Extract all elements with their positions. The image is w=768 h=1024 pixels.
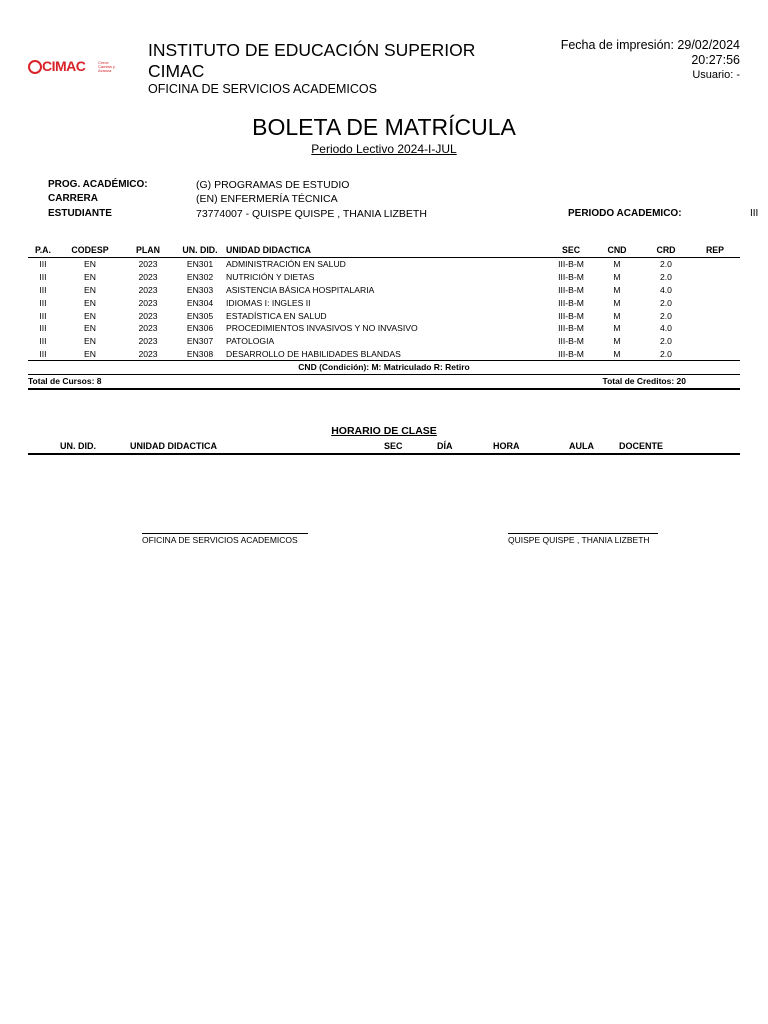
cell: EN xyxy=(84,284,96,295)
table-row xyxy=(28,258,740,271)
logo-ring-icon xyxy=(28,60,42,74)
cell: EN302 xyxy=(186,272,214,283)
cell xyxy=(690,284,740,297)
cell: 2.0 xyxy=(660,272,672,283)
cell: EN xyxy=(84,310,96,321)
divider xyxy=(28,453,740,455)
signature-student: QUISPE QUISPE , THANIA LIZBETH xyxy=(508,535,650,545)
cell: PROCEDIMIENTOS INVASIVOS Y NO INVASIVO xyxy=(226,323,418,334)
sched-col-sec: SEC xyxy=(384,441,403,451)
sched-col-hora: HORA xyxy=(493,441,520,451)
signature-line-right xyxy=(508,533,658,534)
cell: EN xyxy=(84,348,96,359)
student-value: 73774007 - QUISPE QUISPE , THANIA LIZBETH xyxy=(196,208,427,220)
col-cnd: CND xyxy=(592,243,642,258)
cell: EN xyxy=(84,336,96,347)
cell: EN xyxy=(84,259,96,270)
cell: 2023 xyxy=(138,272,158,283)
period-lectivo xyxy=(0,142,768,156)
cnd-legend: CND (Condición): M: Matriculado R: Retiro xyxy=(298,362,470,372)
cell: III xyxy=(39,272,47,283)
sched-col-aula: AULA xyxy=(569,441,594,451)
logo-text: CIMAC xyxy=(42,58,86,74)
schedule-title xyxy=(0,425,768,437)
cell: EN xyxy=(84,297,96,308)
cell: M xyxy=(613,272,621,283)
career-label: CARRERA xyxy=(48,193,98,204)
cell: EN305 xyxy=(186,310,214,321)
cell: M xyxy=(613,336,621,347)
print-date: Fecha de impresión: 29/02/2024 xyxy=(560,38,740,52)
institute-name: INSTITUTO DE EDUCACIÓN SUPERIOR CIMAC xyxy=(148,40,476,81)
cell xyxy=(690,271,740,284)
cell: M xyxy=(613,284,621,295)
cell: III xyxy=(39,336,47,347)
col-un-did: UN. DID. xyxy=(174,243,226,258)
cell: IDIOMAS I: INGLES II xyxy=(226,297,311,308)
cell: EN307 xyxy=(186,336,214,347)
table-row xyxy=(28,271,740,284)
cell: EN xyxy=(84,272,96,283)
cell: M xyxy=(613,297,621,308)
cell: DESARROLLO DE HABILIDADES BLANDAS xyxy=(226,348,401,359)
career-value: (EN) ENFERMERÍA TÉCNICA xyxy=(196,193,338,205)
sched-col-docente: DOCENTE xyxy=(619,441,664,451)
cell: 4.0 xyxy=(660,323,672,334)
cell: EN308 xyxy=(186,348,214,359)
cell xyxy=(690,309,740,322)
cell xyxy=(690,348,740,361)
cell: III-B-M xyxy=(558,348,584,359)
student-label: ESTUDIANTE xyxy=(48,208,112,219)
table-row xyxy=(28,335,740,348)
col-crd: CRD xyxy=(642,243,690,258)
cell: 2023 xyxy=(138,348,158,359)
col-pa: P.A. xyxy=(28,243,58,258)
cell: III-B-M xyxy=(558,272,584,283)
sched-col-dia: DÍA xyxy=(437,441,453,451)
office-name: OFICINA DE SERVICIOS ACADEMICOS xyxy=(148,82,377,96)
cell: 2.0 xyxy=(660,348,672,359)
cell: 2023 xyxy=(138,284,158,295)
period-academic-value: III xyxy=(750,208,759,219)
table-row xyxy=(28,296,740,309)
cell: NUTRICIÓN Y DIETAS xyxy=(226,272,315,283)
table-row xyxy=(28,348,740,361)
cell: M xyxy=(613,323,621,334)
signature-line-left xyxy=(142,533,308,534)
cell: III-B-M xyxy=(558,310,584,321)
cell: III xyxy=(39,323,47,334)
cell: ASISTENCIA BÁSICA HOSPITALARIA xyxy=(226,284,375,295)
prog-label: PROG. ACADÉMICO: xyxy=(48,179,148,190)
print-time: 20:27:56 xyxy=(691,53,740,67)
cell: 2023 xyxy=(138,336,158,347)
print-user: Usuario: - xyxy=(692,69,740,81)
cell: III xyxy=(39,348,47,359)
cell: 2023 xyxy=(138,323,158,334)
cell: 2023 xyxy=(138,297,158,308)
cell: 2.0 xyxy=(660,259,672,270)
divider xyxy=(28,360,740,361)
cell xyxy=(690,258,740,271)
cell: 2.0 xyxy=(660,310,672,321)
cell: III xyxy=(39,310,47,321)
col-codesp: CODESP xyxy=(58,243,122,258)
cell xyxy=(690,296,740,309)
cell xyxy=(690,322,740,335)
table-row xyxy=(28,322,740,335)
cell: PATOLOGIA xyxy=(226,336,275,347)
cell: ESTADÍSTICA EN SALUD xyxy=(226,310,327,321)
cell: III xyxy=(39,297,47,308)
cell: EN306 xyxy=(186,323,214,334)
total-credits: Total de Creditos: 20 xyxy=(602,376,686,386)
cell: III xyxy=(39,284,47,295)
cell: 2.0 xyxy=(660,336,672,347)
period-text: Periodo Lectivo 2024-I-JUL xyxy=(311,142,457,156)
cell: III-B-M xyxy=(558,323,584,334)
period-academic-label: PERIODO ACADEMICO: xyxy=(568,208,682,219)
cell: 2.0 xyxy=(660,297,672,308)
schedule-title-text: HORARIO DE CLASE xyxy=(331,425,437,437)
cell xyxy=(690,335,740,348)
courses-header-row xyxy=(28,243,740,258)
prog-value: (G) PROGRAMAS DE ESTUDIO xyxy=(196,179,350,191)
logo-subtitle: Crece Cambia y Avanza xyxy=(98,60,115,73)
sched-col-unidad: UNIDAD DIDACTICA xyxy=(130,441,217,451)
cell: III-B-M xyxy=(558,284,584,295)
cell: M xyxy=(613,259,621,270)
cell: III-B-M xyxy=(558,259,584,270)
cell: M xyxy=(613,348,621,359)
print-info xyxy=(561,38,740,83)
cell: 4.0 xyxy=(660,284,672,295)
sched-col-un-did: UN. DID. xyxy=(60,441,96,451)
cell: EN304 xyxy=(186,297,214,308)
cell: EN xyxy=(84,323,96,334)
col-sec: SEC xyxy=(550,243,592,258)
divider xyxy=(28,388,740,390)
table-row xyxy=(28,284,740,297)
divider xyxy=(28,374,740,375)
signature-office: OFICINA DE SERVICIOS ACADEMICOS xyxy=(142,535,298,545)
cell: III-B-M xyxy=(558,297,584,308)
institute-logo xyxy=(28,58,120,82)
col-rep: REP xyxy=(690,243,740,258)
cell: III-B-M xyxy=(558,336,584,347)
total-courses: Total de Cursos: 8 xyxy=(28,376,102,386)
document-title: BOLETA DE MATRÍCULA xyxy=(252,114,516,140)
col-plan: PLAN xyxy=(122,243,174,258)
cell: ADMINISTRACIÓN EN SALUD xyxy=(226,259,346,270)
cell: EN301 xyxy=(186,259,214,270)
cell: III xyxy=(39,259,47,270)
courses-table xyxy=(28,243,740,360)
cell: 2023 xyxy=(138,310,158,321)
cell: 2023 xyxy=(138,259,158,270)
col-unidad-didactica: UNIDAD DIDACTICA xyxy=(226,243,550,258)
table-row xyxy=(28,309,740,322)
cell: EN303 xyxy=(186,284,214,295)
cell: M xyxy=(613,310,621,321)
